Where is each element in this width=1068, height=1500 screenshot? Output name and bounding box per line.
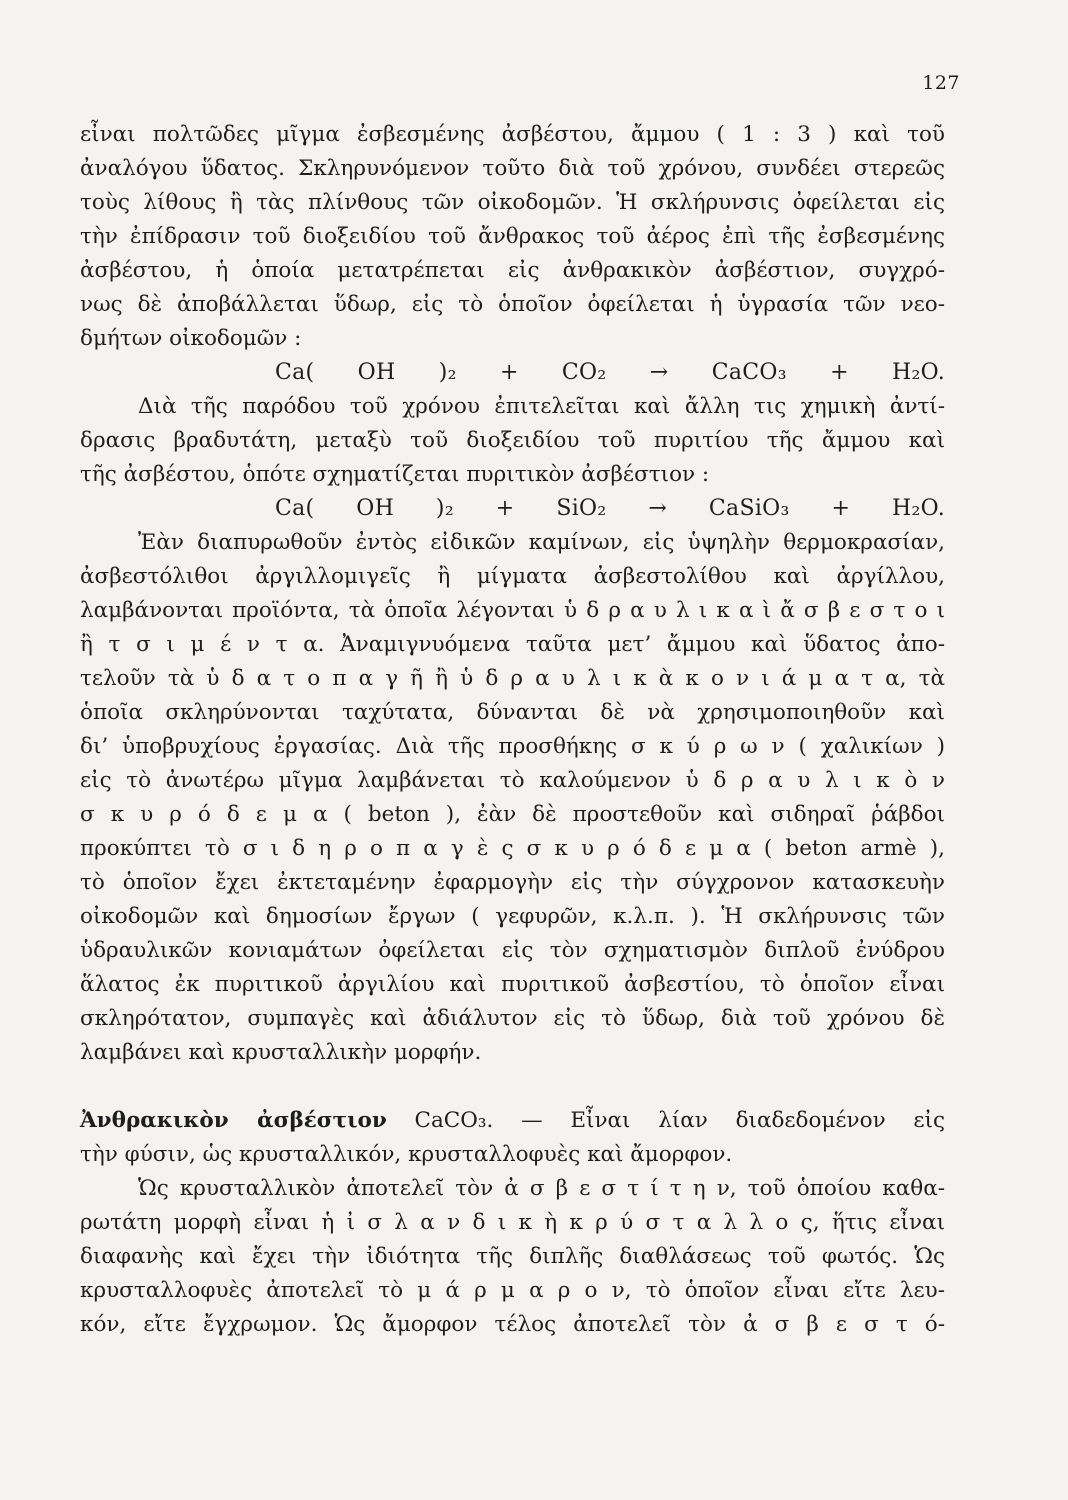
chemical-equation: Ca( OH )₂ + SiO₂ → CaSiO₃ + H₂O.	[275, 496, 945, 521]
text-line: κόν, εἴτε ἔγχρωμον. Ὡς ἄμορφον τέλος ἀποτελεῖ τὸν ἀ σ β ε σ τ ό-	[80, 1312, 945, 1337]
text-line: εἶναι πολτῶδες μῖγμα ἐσβεσμένης ἀσβέστου, ἄμμου ( 1 : 3 ) καὶ τοῦ	[80, 122, 945, 147]
text-line: τελοῦν τὰ ὑ δ α τ ο π α γ ῆ ἢ ὑ δ ρ α υ λ ι κ ὰ κ ο ν ι ά μ α τ α, τὰ	[80, 666, 945, 691]
text-line: τὴν φύσιν, ὡς κρυσταλλικόν, κρυσταλλοφυὲς καὶ ἄμορφον.	[80, 1142, 733, 1167]
text-line: σκληρότατον, συμπαγὲς καὶ ἀδιάλυτον εἰς τὸ ὕδωρ, διὰ τοῦ χρόνου δὲ	[80, 1006, 945, 1031]
text-line: νως δὲ ἀποβάλλεται ὕδωρ, εἰς τὸ ὁποῖον ὀφείλεται ἡ ὑγρασία τῶν νεο-	[80, 292, 945, 317]
text-line: ἀσβέστου, ἡ ὁποία μετατρέπεται εἰς ἀνθρακικὸν ἀσβέστιον, συγχρό-	[80, 258, 945, 283]
page-number: 127	[922, 72, 960, 94]
text-line: ἅλατος ἐκ πυριτικοῦ ἀργιλίου καὶ πυριτικοῦ ἀσβεστίου, τὸ ὁποῖον εἶναι	[80, 972, 945, 997]
text-line: τὴν ἐπίδρασιν τοῦ διοξειδίου τοῦ ἄνθρακος τοῦ ἀέρος ἐπὶ τῆς ἐσβεσμένης	[80, 224, 945, 249]
text-line: Ἐὰν διαπυρωθοῦν ἐντὸς εἰδικῶν καμίνων, εἰς ὑψηλὴν θερμοκρασίαν,	[138, 530, 945, 555]
text-line: Διὰ τῆς παρόδου τοῦ χρόνου ἐπιτελεῖται καὶ ἄλλη τις χημικὴ ἀντί-	[138, 394, 945, 419]
text-line: ἀναλόγου ὕδατος. Σκληρυνόμενον τοῦτο διὰ τοῦ χρόνου, συνδέει στερεῶς	[80, 156, 945, 181]
text-line: εἰς τὸ ἀνωτέρω μῖγμα λαμβάνεται τὸ καλούμενον ὑ δ ρ α υ λ ι κ ὸ ν	[80, 768, 945, 793]
section-heading: Ἀνθρακικὸν ἀσβέστιον	[80, 1108, 387, 1133]
text-line: λαμβάνονται προϊόντα, τὰ ὁποῖα λέγονται ὑ δ ρ α υ λ ι κ α ὶ ἄ σ β ε σ τ ο ι	[80, 598, 945, 623]
text-line: τὸ ὁποῖον ἔχει ἐκτεταμένην ἐφαρμογὴν εἰς τὴν σύγχρονον κατασκευὴν	[80, 870, 945, 895]
text-line: δι’ ὑποβρυχίους ἐργασίας. Διὰ τῆς προσθήκης σ κ ύ ρ ω ν ( χαλικίων )	[80, 734, 945, 759]
chemical-equation: Ca( OH )₂ + CO₂ → CaCO₃ + H₂O.	[275, 360, 945, 385]
text-line: Ὡς κρυσταλλικὸν ἀποτελεῖ τὸν ἀ σ β ε σ τ ί τ η ν, τοῦ ὁποίου καθα-	[138, 1176, 945, 1201]
text-line: κρυσταλλοφυὲς ἀποτελεῖ τὸ μ ά ρ μ α ρ ο ν, τὸ ὁποῖον εἶναι εἴτε λευ-	[80, 1278, 945, 1303]
text-line: τοὺς λίθους ἢ τὰς πλίνθους τῶν οἰκοδομῶν. Ἡ σκλήρυνσις ὀφείλεται εἰς	[80, 190, 945, 215]
text-line: ἢ τ σ ι μ έ ν τ α. Ἀναμιγνυόμενα ταῦτα μετ’ ἄμμου καὶ ὕδατος ἀπο-	[80, 632, 945, 657]
text-line: λαμβάνει καὶ κρυσταλλικὴν μορφήν.	[80, 1040, 482, 1065]
text-line: διαφανὴς καὶ ἔχει τὴν ἰδιότητα τῆς διπλῆς διαθλάσεως τοῦ φωτός. Ὡς	[80, 1244, 945, 1269]
text-line: ρωτάτη μορφὴ εἶναι ἡ ἰ σ λ α ν δ ι κ ὴ κ ρ ύ σ τ α λ λ ο ς, ἥτις εἶναι	[80, 1210, 945, 1235]
text-line: τῆς ἀσβέστου, ὁπότε σχηματίζεται πυριτικὸν ἀσβέστιον :	[80, 462, 710, 487]
text-line: ἀσβεστόλιθοι ἀργιλλομιγεῖς ἢ μίγματα ἀσβεστολίθου καὶ ἀργίλλου,	[80, 564, 945, 589]
text-line: προκύπτει τὸ σ ι δ η ρ ο π α γ ὲ ς σ κ υ ρ ό δ ε μ α ( beton armè ),	[80, 836, 945, 861]
body-text	[80, 118, 945, 1342]
section-first-line	[80, 1104, 945, 1138]
section-heading-rest: CaCO₃. — Εἶναι λίαν διαδεδομένον εἰς	[386, 1108, 945, 1133]
text-line: ὑδραυλικῶν κονιαμάτων ὀφείλεται εἰς τὸν σχηματισμὸν διπλοῦ ἐνύδρου	[80, 938, 945, 963]
text-line: σ κ υ ρ ό δ ε μ α ( beton ), ἐὰν δὲ προστεθοῦν καὶ σιδηραῖ ῥάβδοι	[80, 802, 945, 827]
text-line: δμήτων οἰκοδομῶν :	[80, 326, 302, 351]
text-line: οἰκοδομῶν καὶ δημοσίων ἔργων ( γεφυρῶν, κ.λ.π. ). Ἡ σκλήρυνσις τῶν	[80, 904, 945, 929]
text-line: ὁποῖα σκληρύνονται ταχύτατα, δύνανται δὲ νὰ χρησιμοποιηθοῦν καὶ	[80, 700, 945, 725]
text-line: δρασις βραδυτάτη, μεταξὺ τοῦ διοξειδίου τοῦ πυριτίου τῆς ἄμμου καὶ	[80, 428, 945, 453]
